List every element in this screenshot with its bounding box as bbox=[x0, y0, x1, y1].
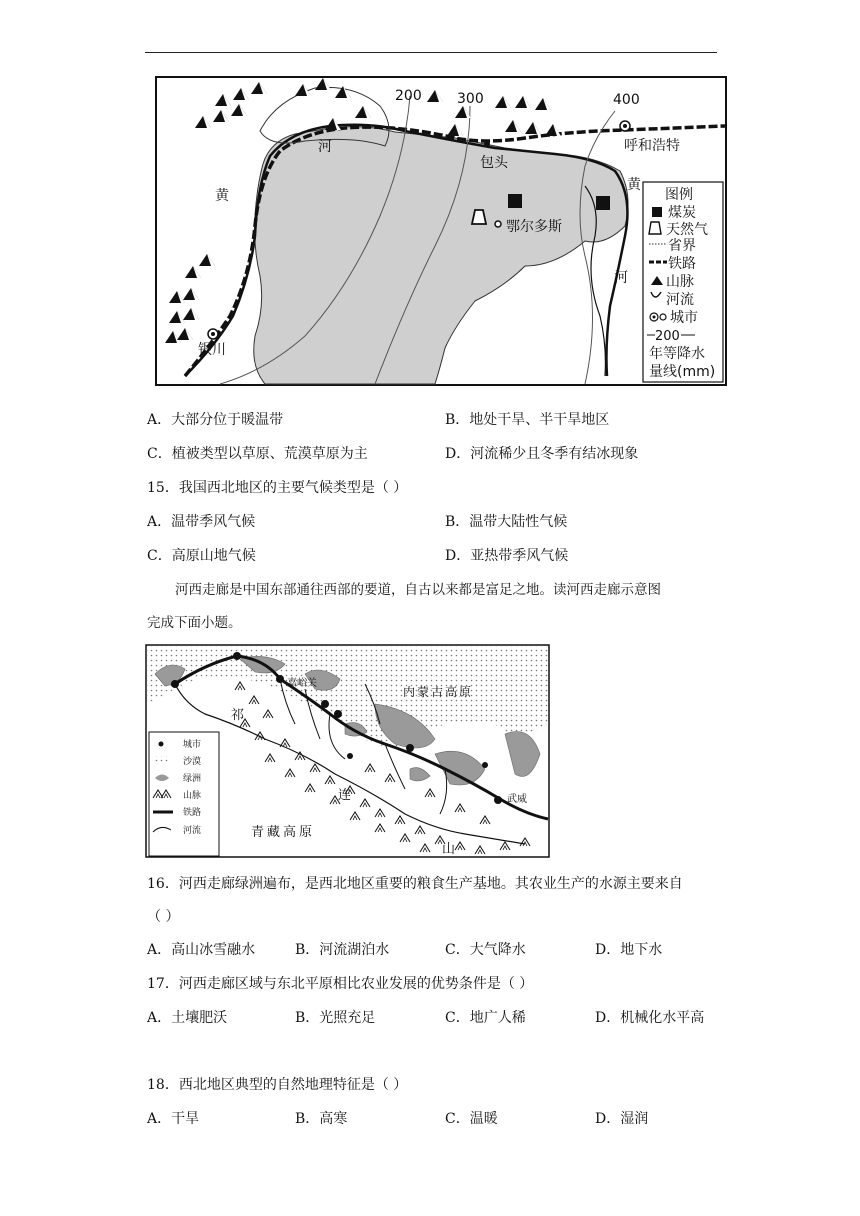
legend-desert: 沙漠 bbox=[183, 757, 202, 767]
legend-iso-line2: 量线(mm) bbox=[649, 364, 716, 380]
q15-option-d: D．亚热带季风气候 bbox=[445, 548, 569, 564]
isohyet-300-label: 300 bbox=[457, 91, 484, 107]
q16-option-d: D．地下水 bbox=[595, 942, 663, 958]
q16-option-a: A．高山冰雪融水 bbox=[147, 942, 256, 958]
yinchuan-label: 银川 bbox=[198, 342, 226, 358]
map1-legend bbox=[643, 182, 723, 382]
q15-stem: 15．我国西北地区的主要气候类型是（ ） bbox=[147, 480, 408, 496]
neimenggu-label: 内蒙古高原 bbox=[403, 685, 474, 699]
q15-option-b: B．温带大陆性气候 bbox=[445, 514, 568, 530]
legend-city: 城市 bbox=[183, 740, 202, 750]
isohyet-200-label: 200 bbox=[395, 88, 422, 104]
passage-line-1: 河西走廊是中国东部通往西部的要道，自古以来都是富足之地。读河西走廊示意图 bbox=[175, 582, 661, 598]
lian-label: 连 bbox=[338, 788, 352, 803]
q17-option-d: D．机械化水平高 bbox=[595, 1010, 705, 1026]
legend-gas: 天然气 bbox=[666, 222, 708, 238]
q18-option-b: B．高寒 bbox=[295, 1111, 348, 1127]
isohyet-400-label: 400 bbox=[613, 92, 640, 108]
qinghai-label: 青藏高原 bbox=[251, 825, 316, 840]
q14-option-d: D．河流稀少且冬季有结冰现象 bbox=[445, 446, 639, 462]
q14-option-b: B．地处干旱、半干旱地区 bbox=[445, 412, 610, 428]
legend-railway: 铁路 bbox=[183, 808, 202, 818]
q17-stem: 17．河西走廊区域与东北平原相比农业发展的优势条件是（ ） bbox=[147, 976, 534, 992]
baotou-label: 包头 bbox=[480, 155, 508, 171]
wuwei-label: 武威 bbox=[507, 794, 527, 805]
hohhot-label: 呼和浩特 bbox=[624, 138, 680, 154]
q18-option-d: D．湿润 bbox=[595, 1111, 649, 1127]
legend-boundary: 省界 bbox=[668, 238, 696, 254]
q18-option-c: C．温暖 bbox=[445, 1111, 498, 1127]
q18-stem: 18．西北地区典型的自然地理特征是（ ） bbox=[147, 1077, 408, 1093]
legend-river: 河流 bbox=[666, 292, 694, 308]
legend-iso-line1: 年等降水 bbox=[649, 346, 705, 362]
q14-option-c: C．植被类型以草原、荒漠草原为主 bbox=[147, 446, 368, 462]
coal-marker-2 bbox=[596, 196, 610, 210]
legend-river: 河流 bbox=[183, 826, 202, 836]
q16-option-c: C．大气降水 bbox=[445, 942, 526, 958]
jiayuguan-label: 嘉峪关 bbox=[287, 678, 317, 689]
legend-coal: 煤炭 bbox=[668, 205, 696, 221]
q15-option-c: C．高原山地气候 bbox=[147, 548, 256, 564]
coal-marker-1 bbox=[508, 194, 522, 208]
top-rule bbox=[145, 52, 717, 53]
river-he-right-label: 河 bbox=[614, 270, 628, 286]
legend-railway: 铁路 bbox=[668, 256, 696, 272]
ordos-city-marker bbox=[495, 221, 501, 227]
q15-option-a: A．温带季风气候 bbox=[147, 514, 256, 530]
legend-mountain: 山脉 bbox=[666, 274, 694, 290]
q17-option-b: B．光照充足 bbox=[295, 1010, 376, 1026]
qi-label: 祁 bbox=[231, 708, 245, 723]
map2-legend bbox=[149, 732, 219, 856]
legend-mountain: 山脉 bbox=[183, 791, 202, 801]
river-huang-right-label: 黄 bbox=[627, 177, 641, 193]
legend-oasis: 绿洲 bbox=[183, 774, 202, 784]
hexi-corridor-map bbox=[145, 644, 550, 858]
q17-option-a: A．土壤肥沃 bbox=[147, 1010, 228, 1026]
passage-line-2: 完成下面小题。 bbox=[147, 615, 242, 631]
q16-option-b: B．河流湖泊水 bbox=[295, 942, 390, 958]
q17-option-c: C．地广人稀 bbox=[445, 1010, 526, 1026]
baotou-city-marker bbox=[484, 141, 490, 147]
legend-city: 城市 bbox=[670, 310, 698, 326]
gas-marker bbox=[472, 210, 486, 224]
legend-iso-value: 200 bbox=[655, 329, 680, 344]
ordos-label: 鄂尔多斯 bbox=[506, 219, 562, 235]
q16-stem-line-2: （ ） bbox=[147, 909, 180, 925]
ordos-region-map bbox=[155, 76, 727, 386]
legend-title: 图例 bbox=[665, 187, 693, 203]
river-he-label: 河 bbox=[318, 139, 332, 155]
shan-label: 山 bbox=[442, 842, 456, 857]
q16-stem-line-1: 16．河西走廊绿洲遍布，是西北地区重要的粮食生产基地。其农业生产的水源主要来自 bbox=[147, 876, 683, 892]
river-huang-left-label: 黄 bbox=[215, 188, 229, 204]
q14-option-a: A．大部分位于暖温带 bbox=[147, 412, 284, 428]
q18-option-a: A．干旱 bbox=[147, 1111, 200, 1127]
